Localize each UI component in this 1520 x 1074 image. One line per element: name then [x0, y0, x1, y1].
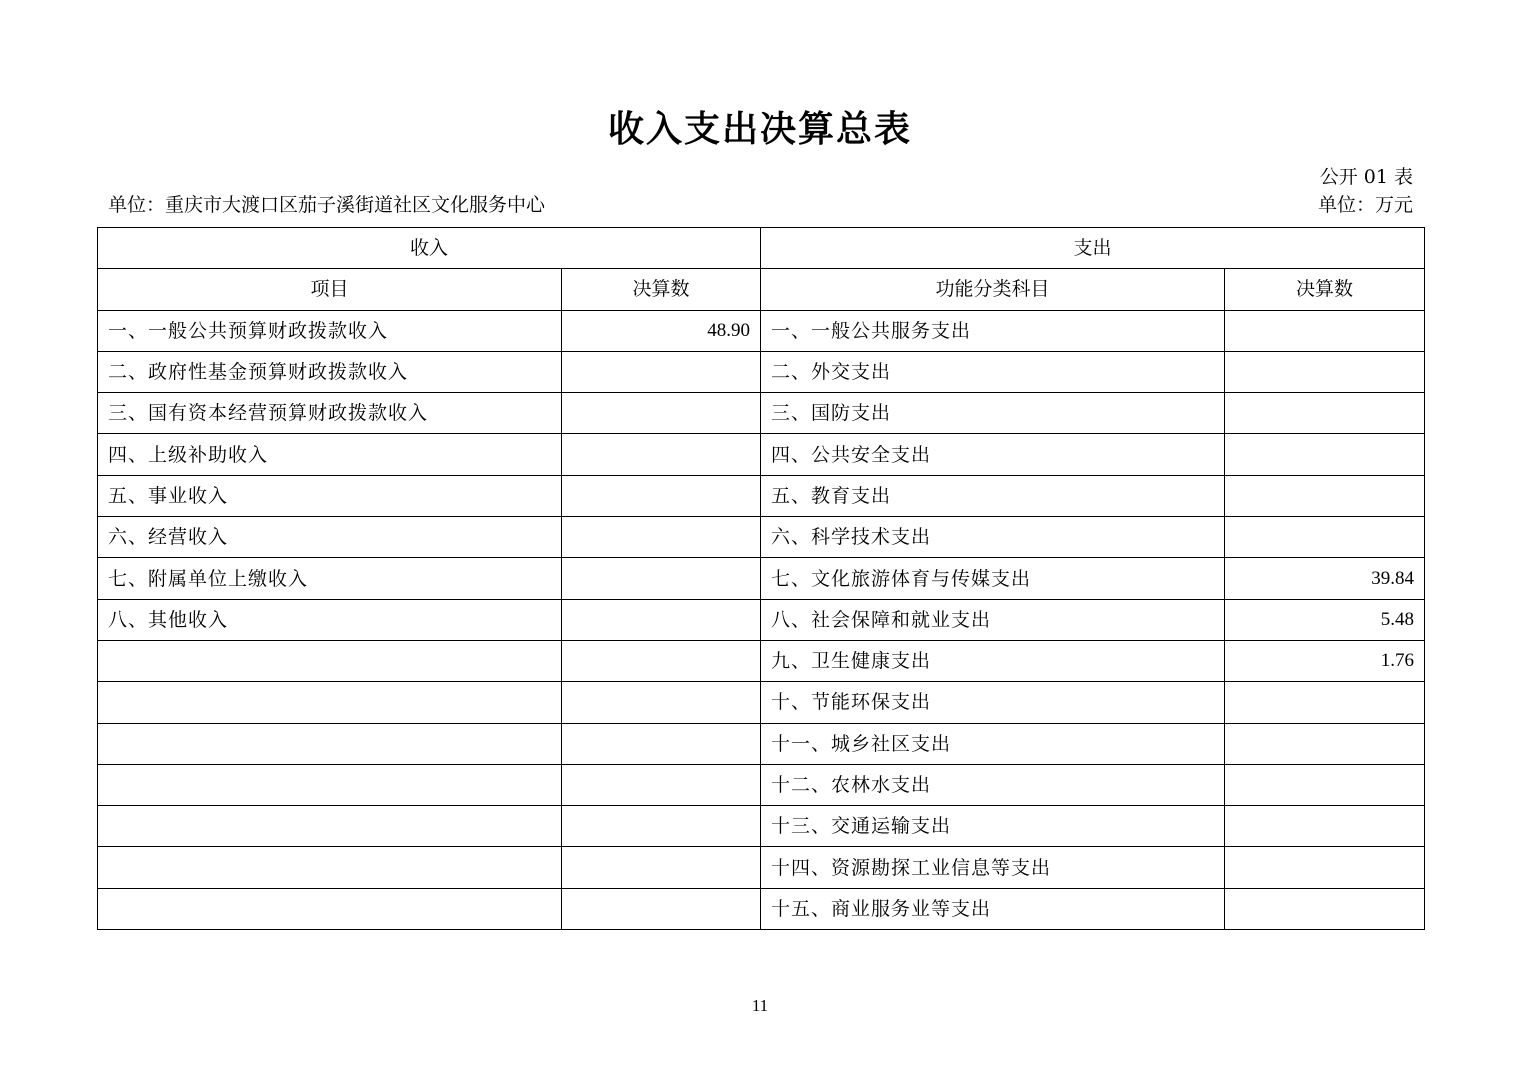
income-item-cell: 四、上级补助收入: [98, 434, 562, 475]
expenditure-amount-cell: [1225, 764, 1425, 805]
expenditure-item-cell: 九、卫生健康支出: [761, 640, 1225, 681]
income-group-header: 收入: [98, 228, 761, 269]
table-row: [98, 806, 1425, 847]
expenditure-amount-cell: [1225, 723, 1425, 764]
income-amount-cell: [562, 475, 761, 516]
page-title: 收入支出决算总表: [607, 109, 912, 150]
expenditure-item-cell: 十五、商业服务业等支出: [761, 888, 1225, 929]
income-item-cell: [98, 847, 562, 888]
income-amount-cell: [562, 517, 761, 558]
expenditure-amount-cell: [1225, 847, 1425, 888]
income-amount-cell: [562, 599, 761, 640]
income-item-cell: [98, 764, 562, 805]
expenditure-group-header: 支出: [761, 228, 1425, 269]
column-header-row: [98, 269, 1425, 310]
expenditure-amount-cell: 39.84: [1225, 558, 1425, 599]
income-item-cell: [98, 806, 562, 847]
income-amount-cell: [562, 351, 761, 392]
table-row: [98, 517, 1425, 558]
expenditure-item-cell: 三、国防支出: [761, 393, 1225, 434]
table-row: [98, 682, 1425, 723]
form-number: 公开 01 表: [1319, 166, 1413, 188]
table-row: [98, 434, 1425, 475]
table-row: [98, 847, 1425, 888]
item-column-header: 项目: [98, 269, 562, 310]
expenditure-amount-cell: [1225, 888, 1425, 929]
expenditure-item-cell: 四、公共安全支出: [761, 434, 1225, 475]
income-amount-cell: [562, 723, 761, 764]
income-amount-cell: [562, 393, 761, 434]
income-amount-cell: [562, 806, 761, 847]
organization-unit: 单位：重庆市大渡口区茄子溪街道社区文化服务中心: [108, 194, 546, 216]
income-amount-cell: 48.90: [562, 310, 761, 351]
table-row: [98, 723, 1425, 764]
expenditure-item-cell: 五、教育支出: [761, 475, 1225, 516]
page-number: 11: [751, 996, 769, 1015]
income-item-cell: [98, 723, 562, 764]
income-item-cell: 七、附属单位上缴收入: [98, 558, 562, 599]
income-item-cell: [98, 888, 562, 929]
income-amount-cell: [562, 640, 761, 681]
currency-unit: 单位：万元: [1317, 194, 1413, 216]
income-item-cell: 六、经营收入: [98, 517, 562, 558]
expenditure-item-cell: 十二、农林水支出: [761, 764, 1225, 805]
expenditure-item-cell: 七、文化旅游体育与传媒支出: [761, 558, 1225, 599]
expenditure-amount-cell: [1225, 475, 1425, 516]
expenditure-item-cell: 十三、交通运输支出: [761, 806, 1225, 847]
expenditure-amount-cell: [1225, 310, 1425, 351]
expenditure-amount-column-header: 决算数: [1225, 269, 1425, 310]
income-amount-cell: [562, 847, 761, 888]
income-amount-cell: [562, 888, 761, 929]
income-amount-cell: [562, 764, 761, 805]
expenditure-amount-cell: 1.76: [1225, 640, 1425, 681]
expenditure-amount-cell: [1225, 393, 1425, 434]
income-amount-cell: [562, 682, 761, 723]
table-row: [98, 888, 1425, 929]
income-item-cell: 一、一般公共预算财政拨款收入: [98, 310, 562, 351]
group-header-row: [98, 228, 1425, 269]
expenditure-amount-cell: [1225, 434, 1425, 475]
expenditure-item-cell: 一、一般公共服务支出: [761, 310, 1225, 351]
income-amount-cell: [562, 558, 761, 599]
income-item-cell: [98, 640, 562, 681]
expenditure-item-cell: 二、外交支出: [761, 351, 1225, 392]
expenditure-amount-cell: [1225, 351, 1425, 392]
expenditure-item-cell: 十一、城乡社区支出: [761, 723, 1225, 764]
table-row: [98, 764, 1425, 805]
table-row: [98, 558, 1425, 599]
income-amount-column-header: 决算数: [562, 269, 761, 310]
table-row: [98, 599, 1425, 640]
income-item-cell: [98, 682, 562, 723]
expenditure-amount-cell: [1225, 682, 1425, 723]
expenditure-item-cell: 八、社会保障和就业支出: [761, 599, 1225, 640]
function-item-column-header: 功能分类科目: [761, 269, 1225, 310]
table-row: [98, 475, 1425, 516]
income-amount-cell: [562, 434, 761, 475]
income-item-cell: 二、政府性基金预算财政拨款收入: [98, 351, 562, 392]
income-item-cell: 三、国有资本经营预算财政拨款收入: [98, 393, 562, 434]
expenditure-amount-cell: [1225, 806, 1425, 847]
expenditure-item-cell: 十四、资源勘探工业信息等支出: [761, 847, 1225, 888]
income-item-cell: 五、事业收入: [98, 475, 562, 516]
expenditure-amount-cell: [1225, 517, 1425, 558]
expenditure-item-cell: 十、节能环保支出: [761, 682, 1225, 723]
income-expenditure-table: [97, 227, 1425, 930]
table-row: [98, 640, 1425, 681]
table-row: [98, 310, 1425, 351]
income-item-cell: 八、其他收入: [98, 599, 562, 640]
table-row: [98, 393, 1425, 434]
expenditure-item-cell: 六、科学技术支出: [761, 517, 1225, 558]
expenditure-amount-cell: 5.48: [1225, 599, 1425, 640]
table-row: [98, 351, 1425, 392]
